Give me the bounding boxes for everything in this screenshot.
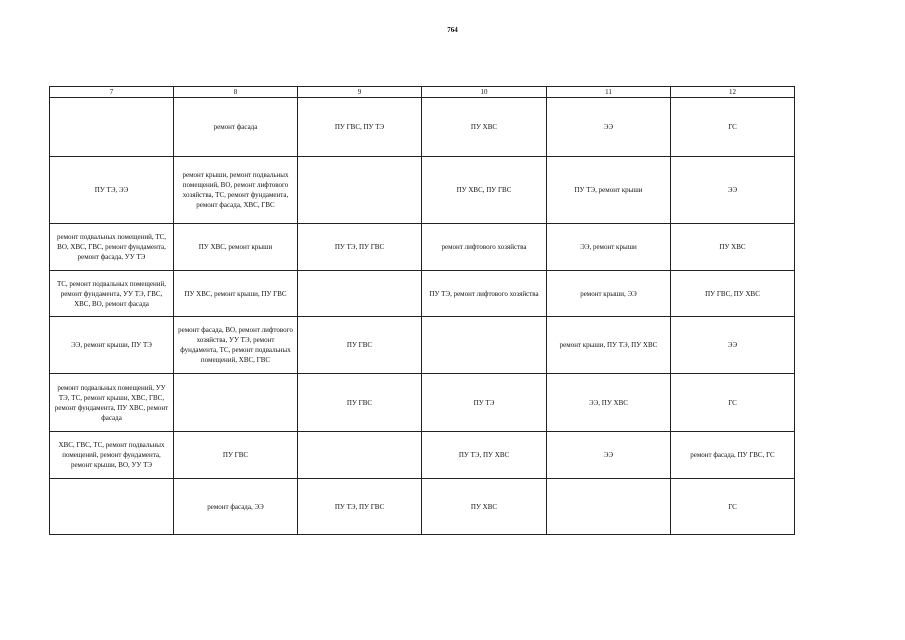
table-cell: ТС, ремонт подвальных помещений, ремонт фундамента, УУ ТЭ, ГВС, ХВС, ВО, ремонт фасада (50, 271, 174, 317)
table-cell (298, 271, 422, 317)
table-row (50, 98, 795, 157)
table-row (50, 432, 795, 479)
table-cell: ПУ ТЭ (422, 374, 547, 432)
table-cell: ЭЭ, ремонт крыши, ПУ ТЭ (50, 317, 174, 374)
table-cell: ЭЭ (547, 432, 671, 479)
column-header: 10 (422, 87, 547, 98)
table-body (50, 98, 795, 535)
table-cell (50, 98, 174, 157)
table-cell: ремонт лифтового хозяйства (422, 224, 547, 271)
column-header: 11 (547, 87, 671, 98)
table-cell (547, 479, 671, 535)
table-cell: ПУ ГВС (298, 317, 422, 374)
table-cell: ЭЭ (671, 317, 795, 374)
table-cell (298, 432, 422, 479)
table-cell: ПУ ХВС, ремонт крыши, ПУ ГВС (174, 271, 298, 317)
table-cell: ремонт крыши, ПУ ТЭ, ПУ ХВС (547, 317, 671, 374)
table-row (50, 157, 795, 224)
table-cell: ПУ ХВС (422, 479, 547, 535)
table-row (50, 317, 795, 374)
table-row (50, 479, 795, 535)
table-cell: ремонт фасада (174, 98, 298, 157)
table-cell: ремонт подвальных помещений, УУ ТЭ, ТС, ремонт крыши, ХВС, ГВС, ремонт фундамента, ПУ ХВС, ремонт фасада (50, 374, 174, 432)
table-cell: ЭЭ (671, 157, 795, 224)
table-cell: ГС (671, 98, 795, 157)
table-cell (422, 317, 547, 374)
table-cell: ремонт подвальных помещений, ТС, ВО, ХВС, ГВС, ремонт фундамента, ремонт фасада, УУ ТЭ (50, 224, 174, 271)
table-cell: ремонт фасада, ПУ ГВС, ГС (671, 432, 795, 479)
table-cell: ремонт фасада, ЭЭ (174, 479, 298, 535)
table-header (50, 87, 795, 98)
table-cell: ПУ ГВС, ПУ ХВС (671, 271, 795, 317)
table-cell: ЭЭ, ПУ ХВС (547, 374, 671, 432)
table-cell: ПУ ТЭ, ЭЭ (50, 157, 174, 224)
table-cell: ПУ ТЭ, ПУ ГВС (298, 224, 422, 271)
page-number: 764 (447, 26, 458, 34)
table-cell: ПУ ХВС (671, 224, 795, 271)
table-cell: ГС (671, 479, 795, 535)
column-header: 9 (298, 87, 422, 98)
table-cell: ХВС, ГВС, ТС, ремонт подвальных помещений, ремонт фундамента, ремонт крыши, ВО, УУ ТЭ (50, 432, 174, 479)
table-cell: ПУ ТЭ, ремонт крыши (547, 157, 671, 224)
table-cell: ремонт крыши, ЭЭ (547, 271, 671, 317)
table-row (50, 271, 795, 317)
table-cell: ПУ ХВС, ПУ ГВС (422, 157, 547, 224)
column-header: 8 (174, 87, 298, 98)
table-cell (174, 374, 298, 432)
table-cell: ПУ ХВС, ремонт крыши (174, 224, 298, 271)
table-cell: ПУ ГВС (174, 432, 298, 479)
table-cell: ремонт фасада, ВО, ремонт лифтового хозяйства, УУ ТЭ, ремонт фундамента, ТС, ремонт подвальных помещений, ХВС, ГВС (174, 317, 298, 374)
table-cell: ПУ ГВС (298, 374, 422, 432)
table-cell: ЭЭ (547, 98, 671, 157)
table-row (50, 224, 795, 271)
column-header: 7 (50, 87, 174, 98)
table-cell: ПУ ХВС (422, 98, 547, 157)
table-cell: ЭЭ, ремонт крыши (547, 224, 671, 271)
data-table (49, 86, 795, 535)
table-cell: ПУ ТЭ, ПУ ХВС (422, 432, 547, 479)
column-header: 12 (671, 87, 795, 98)
table-row (50, 374, 795, 432)
table-cell: ПУ ТЭ, ремонт лифтового хозяйства (422, 271, 547, 317)
header-row (50, 87, 795, 98)
table-cell (50, 479, 174, 535)
table-cell: ПУ ГВС, ПУ ТЭ (298, 98, 422, 157)
table-cell: ПУ ТЭ, ПУ ГВС (298, 479, 422, 535)
table-cell (298, 157, 422, 224)
table-cell: ремонт крыши, ремонт подвальных помещений, ВО, ремонт лифтового хозяйства, ТС, ремонт фундамента, ремонт фасада, ХВС, ГВС (174, 157, 298, 224)
table-cell: ГС (671, 374, 795, 432)
